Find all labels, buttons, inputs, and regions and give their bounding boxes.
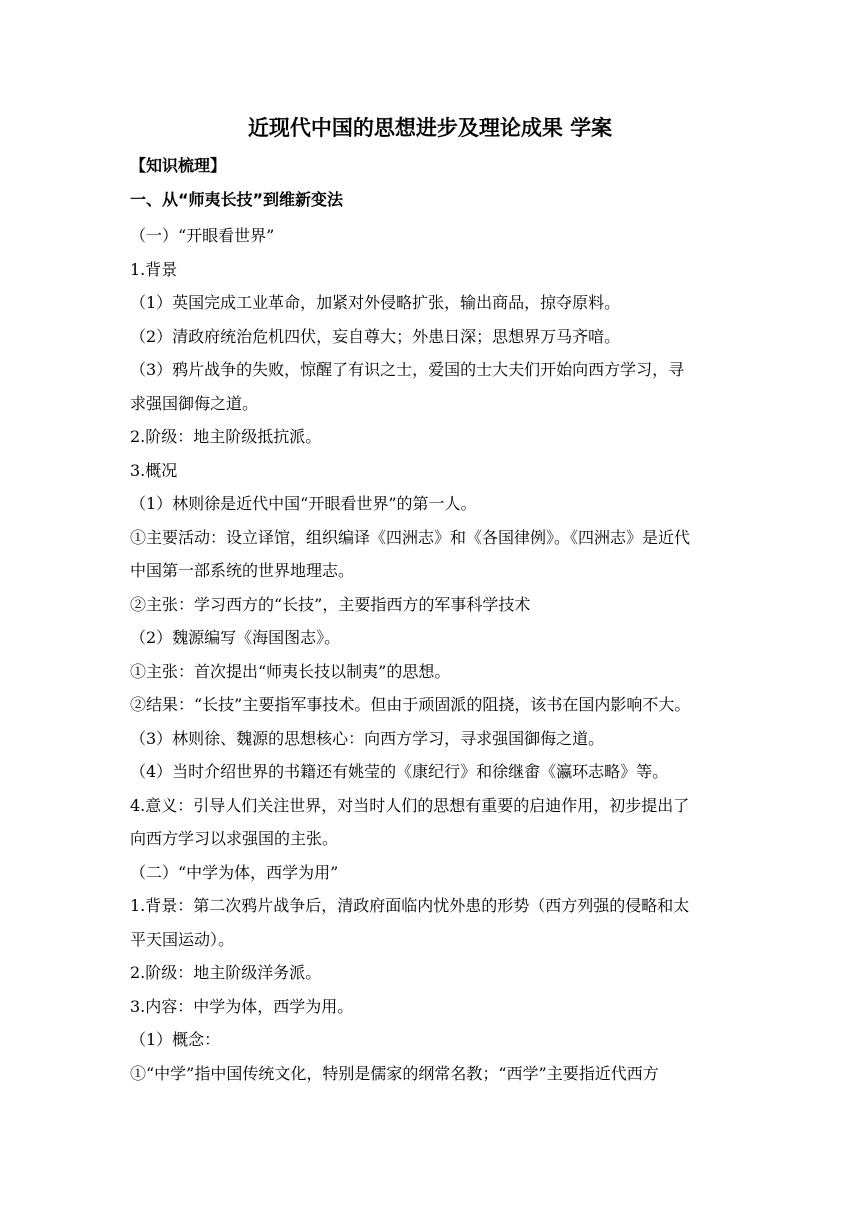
paragraph-line: 3.内容：中学为体，西学为用。 xyxy=(130,997,354,1016)
paragraph-line: 2.阶级：地主阶级洋务派。 xyxy=(130,963,322,982)
paragraph-line: 2.阶级：地主阶级抵抗派。 xyxy=(130,427,322,446)
section-heading-knowledge: 【知识梳理】 xyxy=(130,156,227,175)
paragraph-line: 向西方学习以求强国的主张。 xyxy=(130,829,339,848)
paragraph-line: ①“中学”指中国传统文化，特别是儒家的纲常名教；“西学”主要指近代西方 xyxy=(130,1064,659,1083)
paragraph-line: （2）清政府统治危机四伏，妄自尊大；外患日深；思想界万马齐喑。 xyxy=(130,327,621,346)
paragraph-line: 4.意义：引导人们关注世界，对当时人们的思想有重要的启迪作用，初步提出了 xyxy=(130,796,690,815)
document-title: 近现代中国的思想进步及理论成果 学案 xyxy=(247,116,613,140)
paragraph-line: （2）魏源编写《海国图志》。 xyxy=(130,628,341,647)
paragraph-line: 1.背景：第二次鸦片战争后，清政府面临内忧外患的形势（西方列强的侵略和太 xyxy=(130,896,690,915)
subsection-heading: （一）“开眼看世界” xyxy=(130,226,275,245)
paragraph-line: ①主要活动：设立译馆，组织编译《四洲志》和《各国律例》。《四洲志》是近代 xyxy=(130,528,691,547)
subsection-heading: （二）“中学为体，西学为用” xyxy=(130,863,339,882)
paragraph-line: （1）英国完成工业革命，加紧对外侵略扩张，输出商品，掠夺原料。 xyxy=(130,293,621,312)
paragraph-line: 1.背景 xyxy=(130,260,178,279)
paragraph-line: 中国第一部系统的世界地理志。 xyxy=(130,561,355,580)
paragraph-line: （1）概念： xyxy=(130,1030,221,1049)
paragraph-line: 平天国运动）。 xyxy=(130,930,235,949)
paragraph-line: （4）当时介绍世界的书籍还有姚莹的《康纪行》和徐继畬《瀛环志略》等。 xyxy=(130,762,669,781)
paragraph-line: 3.概况 xyxy=(130,461,178,480)
paragraph-line: ①主张：首次提出“师夷长技以制夷”的思想。 xyxy=(130,662,451,681)
paragraph-line: 求强国御侮之道。 xyxy=(130,394,259,413)
paragraph-line: （1）林则徐是近代中国“开眼看世界”的第一人。 xyxy=(130,494,477,513)
paragraph-line: ②结果：“长技”主要指军事技术。但由于顽固派的阻挠，该书在国内影响不大。 xyxy=(130,695,691,714)
paragraph-line: ②主张：学习西方的“长技”，主要指西方的军事科学技术 xyxy=(130,595,531,614)
paragraph-line: （3）林则徐、魏源的思想核心：向西方学习，寻求强国御侮之道。 xyxy=(130,729,605,748)
paragraph-line: （3）鸦片战争的失败，惊醒了有识之士，爱国的士大夫们开始向西方学习，寻 xyxy=(130,360,685,379)
section-heading-1: 一、从“师夷长技”到维新变法 xyxy=(130,190,344,209)
